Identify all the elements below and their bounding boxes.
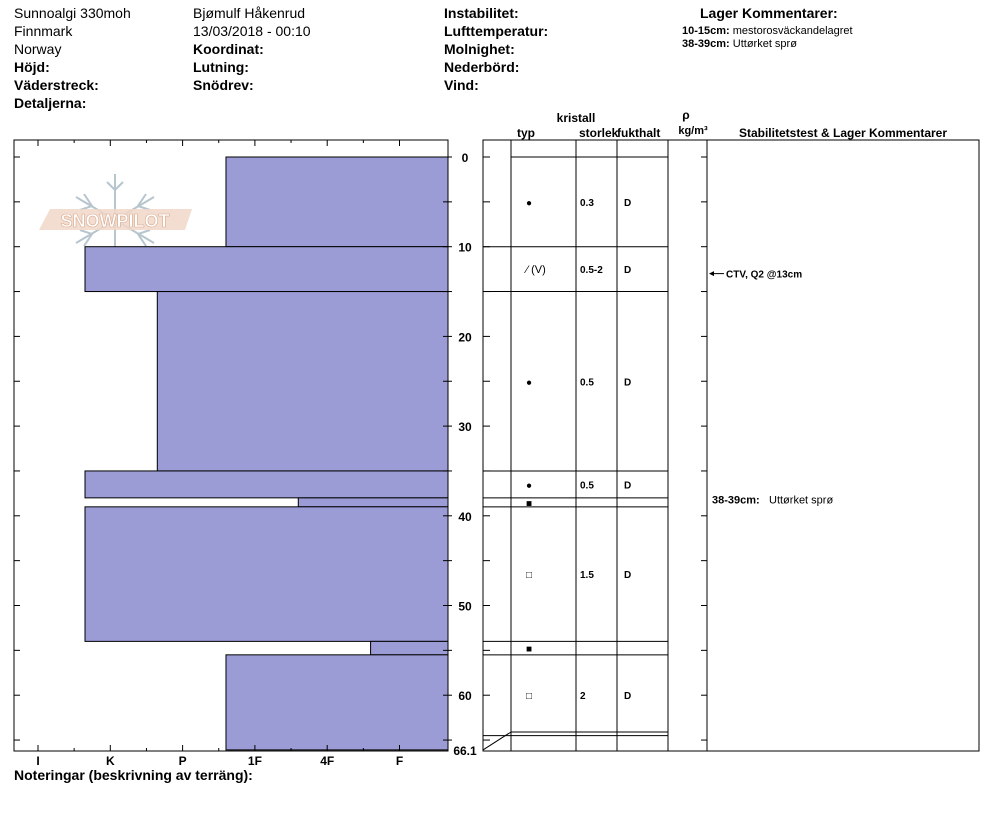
- hardness-tick-label: K: [105, 754, 115, 768]
- region-name: Finnmark: [14, 23, 73, 39]
- hardness-tick-label: 1F: [247, 754, 262, 768]
- crystal-type-icon: □: [525, 570, 533, 582]
- crystal-header: kristall: [556, 111, 596, 125]
- depth-tick-label: 66.1: [453, 743, 477, 758]
- stability-header: Stabilitetstest & Lager Kommentarer: [738, 126, 948, 140]
- crystal-type-icon: ■: [525, 644, 533, 656]
- stability-test-label: CTV, Q2 @13cm: [726, 269, 803, 281]
- layer-comment-1-range: 10-15cm:: [682, 25, 730, 37]
- observation-datetime: 13/03/2018 - 00:10: [193, 23, 311, 39]
- hardness-layer-bar: [226, 655, 448, 750]
- depth-tick-label: 30: [458, 420, 472, 435]
- moisture-header: fukthalt: [617, 126, 661, 140]
- coordinate-label: Koordinat:: [193, 41, 264, 57]
- hardness-layer-bar: [298, 498, 448, 507]
- layer-comment-1-text: mestorosväckandelagret: [732, 25, 853, 37]
- crystal-size-value: 1.5: [580, 570, 594, 582]
- hardness-tick-label: I: [36, 754, 40, 768]
- moisture-value: D: [624, 265, 632, 277]
- hardness-tick-label: F: [395, 754, 404, 768]
- hardness-layer-bar: [157, 292, 448, 471]
- hardness-layer-bar: [85, 507, 448, 642]
- details-label: Detaljerna:: [14, 95, 87, 111]
- cloud-cover-label: Molnighet:: [444, 41, 515, 57]
- layer-comment-2-text: Uttørket sprø: [732, 38, 797, 50]
- depth-tick-label: 0: [461, 151, 469, 165]
- density-unit-header: kg/m³: [678, 125, 708, 137]
- layer-note-text: Uttørket sprø: [769, 494, 834, 507]
- layer-comment-2-range: 38-39cm:: [682, 38, 730, 50]
- density-rho-header: ρ: [682, 108, 690, 122]
- elevation-label: Höjd:: [14, 59, 50, 75]
- depth-tick-label: 40: [458, 509, 472, 524]
- crystal-type-icon: □: [525, 691, 533, 703]
- air-temperature-label: Lufttemperatur:: [444, 23, 549, 39]
- type-header: typ: [517, 126, 535, 140]
- moisture-value: D: [624, 377, 632, 389]
- instability-label: Instabilitet:: [444, 5, 519, 21]
- country-name: Norway: [14, 41, 62, 57]
- crystal-type-icon: ⁄ (V): [526, 264, 546, 277]
- logo-text: SNOWPILOT: [60, 211, 170, 231]
- crystal-type-icon: ●: [525, 480, 533, 492]
- crystal-table: [483, 140, 979, 751]
- depth-tick-label: 50: [458, 599, 472, 614]
- snowdrift-label: Snödrev:: [193, 77, 254, 93]
- moisture-value: D: [624, 480, 632, 492]
- moisture-value: D: [624, 570, 632, 582]
- depth-connector-line: [483, 732, 511, 750]
- depth-tick-label: 60: [458, 689, 472, 704]
- wind-label: Vind:: [444, 77, 479, 93]
- terrain-notes-label: Noteringar (beskrivning av terräng):: [14, 767, 253, 783]
- aspect-label: Väderstreck:: [14, 77, 99, 93]
- crystal-size-value: 0.5: [580, 377, 594, 389]
- hardness-layer-bar: [85, 247, 448, 292]
- hardness-layer-bar: [226, 157, 448, 247]
- crystal-size-value: 0.5: [580, 480, 594, 492]
- depth-tick-label: 10: [458, 240, 472, 255]
- precipitation-label: Nederbörd:: [444, 59, 520, 75]
- size-header: storlek: [579, 126, 619, 140]
- crystal-type-icon: ●: [525, 377, 533, 389]
- hardness-tick-label: P: [178, 754, 187, 768]
- moisture-value: D: [624, 691, 632, 703]
- crystal-size-value: 0.3: [580, 197, 594, 209]
- crystal-size-value: 2: [580, 691, 586, 703]
- arrow-left-icon: [709, 271, 714, 276]
- crystal-size-value: 0.5-2: [580, 265, 603, 277]
- crystal-type-icon: ●: [525, 197, 533, 209]
- hardness-layers: [85, 157, 448, 750]
- observer-name: Bjømulf Håkenrud: [193, 5, 306, 21]
- depth-tick-label: 20: [458, 330, 472, 345]
- moisture-value: D: [624, 197, 632, 209]
- hardness-tick-label: 4F: [320, 754, 335, 768]
- hardness-layer-bar: [85, 471, 448, 498]
- slope-label: Lutning:: [193, 59, 249, 75]
- layer-comments-title: Lager Kommentarer:: [700, 5, 838, 21]
- layer-note-range: 38-39cm:: [712, 494, 760, 507]
- location-name: Sunnoalgi 330moh: [14, 5, 131, 21]
- table-frame: [483, 140, 979, 751]
- hardness-layer-bar: [371, 641, 448, 654]
- crystal-type-icon: ■: [525, 498, 533, 510]
- stability-panel: [709, 270, 833, 507]
